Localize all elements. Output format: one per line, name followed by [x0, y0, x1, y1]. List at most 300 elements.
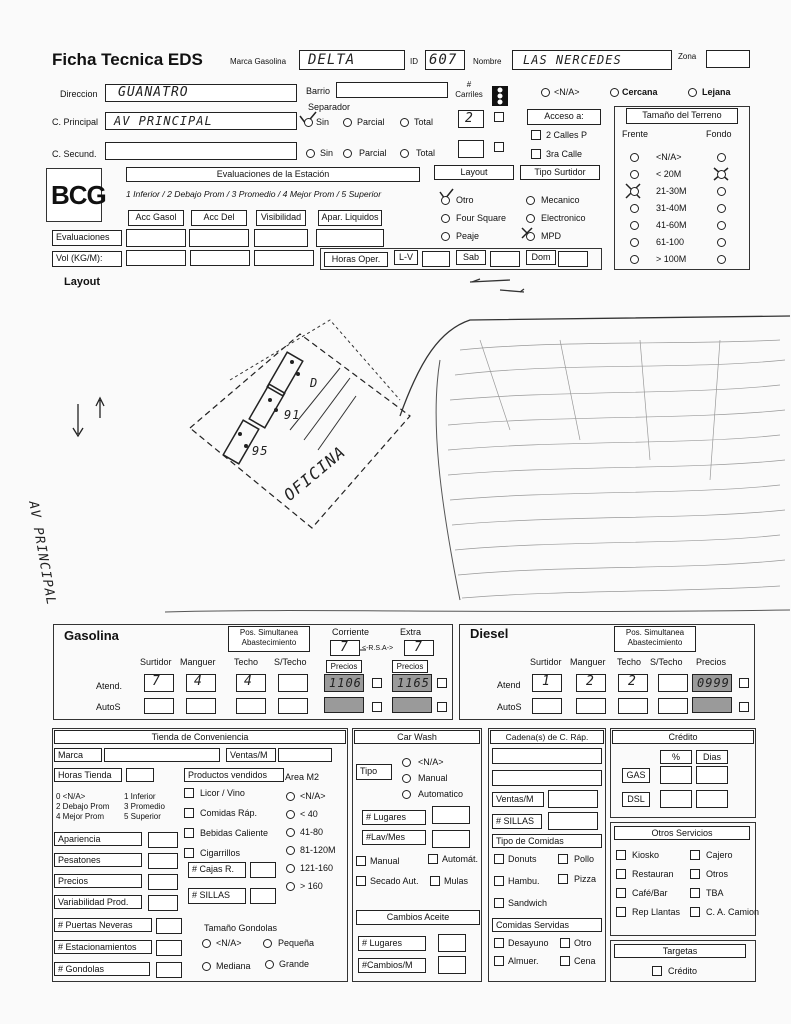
dsl-atend-label: Atend — [497, 680, 521, 690]
fondo-radio-5[interactable] — [717, 238, 726, 247]
conv-scale-5: 5 Superior — [124, 812, 161, 821]
carwash-manual-label: Manual — [418, 773, 448, 783]
conv-area-radio-0[interactable] — [286, 792, 295, 801]
dom-label: Dom — [526, 250, 556, 265]
cadena-sillas-label: # SILLAS — [492, 814, 542, 829]
cena-check[interactable] — [560, 956, 570, 966]
gas-atend-value-2: 4 — [244, 674, 253, 689]
dsl-label: DSL — [622, 792, 650, 807]
frente-radio-2[interactable] — [630, 187, 639, 196]
conv-prod-check-1[interactable] — [184, 808, 194, 818]
pct-label: % — [660, 750, 692, 764]
tamano-na-radio[interactable] — [202, 939, 211, 948]
carwash-lugares-field[interactable] — [432, 806, 470, 824]
otro-label: Otro — [456, 195, 474, 205]
fondo-radio-1[interactable] — [717, 170, 726, 179]
gasolina-title: Gasolina — [64, 628, 119, 643]
puertas-label: # Puertas Neveras — [54, 918, 152, 932]
conv-area-label-2: 41-80 — [300, 827, 324, 837]
cambios-header: Cambios Aceite — [356, 910, 480, 925]
servicio-label-4: Café/Bar — [632, 888, 668, 898]
otros-header: Otros Servicios — [614, 826, 750, 840]
conv-area-radio-5[interactable] — [286, 882, 295, 891]
direccion-value: GUANATRO — [118, 85, 189, 100]
servicio-check-7[interactable] — [690, 907, 700, 917]
secund-parcial-radio[interactable] — [343, 149, 352, 158]
carriles-check-2[interactable] — [494, 142, 504, 152]
carwash-automat-check-label: Automát. — [442, 854, 479, 864]
sab-field[interactable] — [490, 251, 520, 267]
cambios-lugares-field[interactable] — [438, 934, 466, 952]
marca-value: DELTA — [308, 52, 356, 68]
otro-comida-label: Otro — [574, 938, 592, 948]
sin-label: Sin — [316, 117, 330, 127]
na-label: <N/A> — [554, 87, 580, 97]
separador-parcial-radio[interactable] — [343, 118, 352, 127]
eval-field-1[interactable] — [189, 229, 249, 247]
conv-area-label-5: > 160 — [300, 881, 323, 891]
direction-arrows — [73, 398, 104, 436]
dsl-autos-label: AutoS — [497, 702, 522, 712]
conv-prod-check-2[interactable] — [184, 828, 194, 838]
lejana-radio[interactable] — [688, 88, 697, 97]
sab-label: Sab — [456, 250, 486, 265]
cercana-label: Cercana — [622, 87, 658, 97]
nombre-value: LAS NERCEDES — [523, 53, 622, 67]
desayuno-label: Desayuno — [508, 938, 549, 948]
conv-eval-field-2[interactable] — [148, 874, 178, 890]
autos-precio-1[interactable] — [324, 697, 364, 713]
carwash-auto-label: Automatico — [418, 789, 464, 799]
almuerzo-check[interactable] — [494, 956, 504, 966]
dsl-autos-field-0[interactable] — [532, 698, 562, 714]
id-field[interactable] — [425, 50, 465, 70]
eval-col-1: Acc Del — [191, 210, 247, 226]
precio-extra-field[interactable] — [392, 674, 432, 692]
conv-eval-field-0[interactable] — [148, 832, 178, 848]
corriente-value: 7 — [340, 640, 349, 655]
dsl-col-2: Techo — [617, 657, 642, 667]
gas-dias-field[interactable] — [696, 766, 728, 784]
electronico-radio[interactable] — [526, 214, 535, 223]
extra-label: Extra — [400, 627, 422, 637]
conv-area-radio-1[interactable] — [286, 810, 295, 819]
cadena-field-2[interactable] — [492, 770, 602, 786]
pequena-radio[interactable] — [263, 939, 272, 948]
carwash-lav-label: #Lav/Mes — [362, 830, 426, 845]
gas-autos-field-0[interactable] — [144, 698, 174, 714]
conv-area-label-1: < 40 — [300, 809, 318, 819]
frente-radio-5[interactable] — [630, 238, 639, 247]
grande-label: Grande — [279, 959, 310, 969]
dsl-autos-field-2[interactable] — [618, 698, 648, 714]
terreno-size-label-5: 61-100 — [656, 237, 685, 247]
mecanico-radio[interactable] — [526, 196, 535, 205]
cena-label: Cena — [574, 956, 596, 966]
cajas-field[interactable] — [250, 862, 276, 878]
gondolas-field[interactable] — [156, 962, 182, 978]
carriles-label: # Carriles — [455, 80, 483, 99]
gas-atend-field-2[interactable] — [236, 674, 266, 692]
dsl-dias-field[interactable] — [696, 790, 728, 808]
secund-label: C. Secund. — [52, 149, 97, 159]
conv-prod-label-3: Cigarrillos — [200, 848, 241, 858]
separador-sin-radio[interactable] — [304, 118, 313, 127]
conv-eval-label-1: Pesatones — [54, 853, 142, 867]
servicio-label-1: Cajero — [706, 850, 733, 860]
servicio-label-7: C. A. Camion — [706, 907, 760, 917]
dsl-autos-field-3[interactable] — [658, 698, 688, 714]
conv-scale-0: 0 <N/A> — [56, 792, 86, 801]
carwash-manual-radio[interactable] — [402, 774, 411, 783]
servicio-check-0[interactable] — [616, 850, 626, 860]
carriles-value: 2 — [465, 111, 474, 126]
conv-area-label-3: 81-120M — [300, 845, 336, 855]
gas-autos-field-2[interactable] — [236, 698, 266, 714]
tarjetas-header: Targetas — [614, 944, 746, 958]
pizza-label: Pizza — [574, 874, 597, 884]
na-radio[interactable] — [541, 88, 550, 97]
fondo-radio-3[interactable] — [717, 204, 726, 213]
conv-prod-label-2: Bebidas Caliente — [200, 828, 269, 838]
dsl-atend-value-0: 1 — [542, 674, 551, 689]
frente-label: Frente — [622, 129, 649, 139]
autos-check-1[interactable] — [372, 702, 382, 712]
corriente-field[interactable] — [330, 640, 360, 656]
eval-col-2: Visibilidad — [256, 210, 306, 226]
frente-radio-6[interactable] — [630, 255, 639, 264]
secund-field[interactable] — [105, 142, 297, 160]
fondo-label: Fondo — [706, 129, 732, 139]
surtidor-header: Tipo Surtidor — [520, 165, 600, 180]
gas-atend-field-3[interactable] — [278, 674, 308, 692]
otro-radio[interactable] — [441, 196, 450, 205]
nombre-label: Nombre — [473, 57, 502, 66]
terreno-size-label-1: < 20M — [656, 169, 682, 179]
dsl-atend-value-2: 2 — [628, 674, 637, 689]
servicio-label-0: Kiosko — [632, 850, 660, 860]
terreno-size-label-6: > 100M — [656, 254, 687, 264]
zona-field[interactable] — [706, 50, 750, 68]
conv-area-radio-2[interactable] — [286, 828, 295, 837]
eval-field-0[interactable] — [126, 229, 186, 247]
conv-area-radio-4[interactable] — [286, 864, 295, 873]
autos-precio-2[interactable] — [392, 697, 432, 713]
tamano-label: Tamaño Gondolas — [204, 923, 278, 933]
dsl-atend-field-2[interactable] — [618, 674, 648, 692]
servicio-check-1[interactable] — [690, 850, 700, 860]
grande-radio[interactable] — [265, 960, 274, 969]
dsl-atend-field-0[interactable] — [532, 674, 562, 692]
carwash-header: Car Wash — [354, 730, 480, 744]
sin-label-2: Sin — [320, 148, 334, 158]
conv-prod-check-3[interactable] — [184, 848, 194, 858]
gas-col-0: Surtidor — [140, 657, 172, 667]
conv-area-label-4: 121-160 — [300, 863, 334, 873]
fondo-radio-0[interactable] — [717, 153, 726, 162]
vol-field-2[interactable] — [190, 250, 250, 266]
gas-col-2: Techo — [234, 657, 259, 667]
conveniencia-header: Tienda de Conveniencia — [54, 730, 346, 744]
estac-field[interactable] — [156, 940, 182, 956]
fondo-radio-4[interactable] — [717, 221, 726, 230]
cadena-ventas-field[interactable] — [548, 790, 598, 808]
conv-prod-check-0[interactable] — [184, 788, 194, 798]
total-label-2: Total — [416, 148, 436, 158]
gas-atend-field-0[interactable] — [144, 674, 174, 692]
eval-field-3[interactable] — [316, 229, 384, 247]
station-outline — [190, 334, 410, 528]
id-label: ID — [410, 57, 418, 66]
dsl-autos-field-1[interactable] — [576, 698, 606, 714]
precio-diesel-field[interactable] — [692, 674, 732, 692]
sandwich-label: Sandwich — [508, 898, 548, 908]
servicio-check-2[interactable] — [616, 869, 626, 879]
precio-extra-check[interactable] — [437, 678, 447, 688]
pollo-check[interactable] — [558, 854, 568, 864]
desayuno-check[interactable] — [494, 938, 504, 948]
carwash-tipo-label: Tipo — [356, 764, 392, 780]
road-curve — [400, 316, 790, 416]
extra-value: 7 — [414, 640, 423, 655]
conv-scale-3: 3 Promedio — [124, 802, 165, 811]
cajas-label: # Cajas R. — [188, 862, 246, 878]
mpd-label: MPD — [541, 231, 561, 241]
mediana-radio[interactable] — [202, 962, 211, 971]
cambios-m-field[interactable] — [438, 956, 466, 974]
frente-radio-3[interactable] — [630, 204, 639, 213]
sketch-note-oficina: OFICINA — [280, 442, 350, 505]
carwash-na-radio[interactable] — [402, 758, 411, 767]
cadena-sillas-field[interactable] — [548, 812, 598, 830]
fondo-radio-2[interactable] — [717, 187, 726, 196]
eval-field-2[interactable] — [254, 229, 308, 247]
dom-field[interactable] — [558, 251, 588, 267]
dos-calles-label: 2 Calles P — [546, 130, 588, 140]
gas-atend-field-1[interactable] — [186, 674, 216, 692]
principal-label: C. Principal — [52, 117, 99, 127]
sketch-note-95: 95 — [252, 444, 269, 458]
carriles-field-2[interactable] — [458, 140, 484, 158]
donuts-label: Donuts — [508, 854, 537, 864]
form-title: Ficha Tecnica EDS — [52, 50, 203, 69]
conv-eval-field-3[interactable] — [148, 895, 178, 911]
separador-total-radio[interactable] — [400, 118, 409, 127]
pizza-check[interactable] — [558, 874, 568, 884]
gas-pct-field[interactable] — [660, 766, 692, 784]
cambios-lugares-label: # Lugares — [358, 936, 426, 951]
diesel-autos-check[interactable] — [739, 702, 749, 712]
carwash-manual-check[interactable] — [356, 856, 366, 866]
eval-col-3: Apar. Liquidos — [318, 210, 382, 226]
carriles-check-1[interactable] — [494, 112, 504, 122]
conv-horas-label: Horas Tienda — [54, 768, 122, 782]
cercana-radio[interactable] — [610, 88, 619, 97]
precio-corriente-field[interactable] — [324, 674, 364, 692]
rsa-label: <-R.S.A-> — [362, 645, 394, 652]
dsl-col-3: S/Techo — [650, 657, 683, 667]
terreno-size-label-3: 31-40M — [656, 203, 687, 213]
diesel-autos-precio[interactable] — [692, 697, 732, 713]
gas-autos-field-3[interactable] — [278, 698, 308, 714]
bcg-logo — [46, 168, 106, 222]
conv-eval-label-3: Variabilidad Prod. — [54, 895, 142, 909]
servicio-check-4[interactable] — [616, 888, 626, 898]
diesel-title: Diesel — [470, 626, 509, 641]
frente-radio-1[interactable] — [630, 170, 639, 179]
direccion-field[interactable] — [105, 84, 297, 102]
acceso-label: Acceso a: — [527, 109, 601, 125]
hatching — [448, 340, 785, 598]
autos-check-2[interactable] — [437, 702, 447, 712]
lv-field[interactable] — [422, 251, 450, 267]
zona-label: Zona — [678, 52, 697, 61]
principal-value: AV PRINCIPAL — [114, 114, 213, 128]
terreno-size-label-4: 41-60M — [656, 220, 687, 230]
servicio-check-6[interactable] — [616, 907, 626, 917]
cadena-field-1[interactable] — [492, 748, 602, 764]
dsl-atend-field-1[interactable] — [576, 674, 606, 692]
horas-label: Horas Oper. — [324, 252, 388, 267]
barrio-label: Barrio — [306, 86, 331, 96]
carwash-auto-radio[interactable] — [402, 790, 411, 799]
credito-header: Crédito — [612, 730, 754, 744]
corriente-label: Corriente — [332, 627, 370, 637]
conv-ventas-label: Ventas/M — [226, 748, 276, 762]
vol-field-1[interactable] — [126, 250, 186, 266]
credito-check-label: Crédito — [668, 966, 698, 976]
layout-header: Layout — [434, 165, 514, 180]
precio-diesel-value: 0999 — [697, 676, 730, 690]
dsl-col-0: Surtidor — [530, 657, 562, 667]
dos-calles-check[interactable] — [531, 130, 541, 140]
principal-field[interactable] — [105, 112, 297, 130]
otro-comida-check[interactable] — [560, 938, 570, 948]
sillas-label: # SILLAS — [188, 888, 246, 904]
conv-marca-field[interactable] — [104, 748, 220, 762]
carwash-mulas-label: Mulas — [444, 876, 469, 886]
layout-title: Layout — [64, 276, 101, 288]
conv-scale-4: 4 Mejor Prom — [56, 812, 105, 821]
puertas-field[interactable] — [156, 918, 182, 934]
carwash-mulas-check[interactable] — [430, 876, 440, 886]
conv-marca-label: Marca — [54, 748, 102, 762]
traffic-light-icon — [492, 86, 508, 106]
conv-prod-label-1: Comidas Ráp. — [200, 808, 258, 818]
credito-check[interactable] — [652, 966, 662, 976]
sketch-note-d: D — [310, 376, 319, 390]
gas-label: GAS — [622, 768, 650, 783]
four-square-radio[interactable] — [441, 214, 450, 223]
gas-atend-label: Atend. — [96, 681, 123, 691]
frente-radio-0[interactable] — [630, 153, 639, 162]
frente-radio-4[interactable] — [630, 221, 639, 230]
vol-label: Vol (KG/M): — [52, 251, 122, 267]
conv-scale-2: 2 Debajo Prom — [56, 802, 110, 811]
hambu-check[interactable] — [494, 876, 504, 886]
total-label: Total — [414, 117, 434, 127]
conv-horas-field[interactable] — [126, 768, 154, 782]
fondo-radio-6[interactable] — [717, 255, 726, 264]
dsl-col-4: Precios — [696, 657, 727, 667]
donuts-check[interactable] — [494, 854, 504, 864]
extra-field[interactable] — [404, 640, 434, 656]
eval-header: Evaluaciones de la Estación — [126, 167, 420, 182]
parcial-label: Parcial — [357, 117, 385, 127]
conv-productos-label: Productos vendidos — [184, 768, 284, 782]
gas-atend-value-0: 7 — [152, 674, 161, 689]
peaje-radio[interactable] — [441, 232, 450, 241]
separador-label: Separador — [308, 102, 351, 112]
dsl-col-1: Manguer — [570, 657, 606, 667]
servicio-check-5[interactable] — [690, 888, 700, 898]
evaluaciones-label: Evaluaciones — [52, 230, 122, 246]
vol-field-3[interactable] — [254, 250, 314, 266]
conv-scale-1: 1 Inferior — [124, 792, 156, 801]
dsl-atend-field-3[interactable] — [658, 674, 688, 692]
carwash-secado-check[interactable] — [356, 876, 366, 886]
carwash-na-label: <N/A> — [418, 757, 444, 767]
almuerzo-label: Almuer. — [508, 956, 539, 966]
conv-eval-field-1[interactable] — [148, 853, 178, 869]
gas-col-3: S/Techo — [274, 657, 307, 667]
conv-area-label-0: <N/A> — [300, 791, 326, 801]
hambu-label: Hambu. — [508, 876, 540, 886]
tercera-calle-label: 3ra Calle — [546, 149, 583, 159]
secund-total-radio[interactable] — [400, 149, 409, 158]
sketch-note-av-principal: AV PRINCIPAL — [25, 500, 59, 607]
precio-diesel-check[interactable] — [739, 678, 749, 688]
precio-extra-value: 1165 — [397, 676, 430, 690]
four-square-label: Four Square — [456, 213, 507, 223]
servicio-check-3[interactable] — [690, 869, 700, 879]
gas-col-1: Manguer — [180, 657, 216, 667]
pollo-label: Pollo — [574, 854, 595, 864]
cadena-tipo-header: Tipo de Comidas — [492, 834, 602, 848]
direccion-label: Direccion — [60, 89, 98, 99]
nombre-field[interactable] — [512, 50, 672, 70]
conv-eval-label-2: Precios — [54, 874, 142, 888]
cadena-ventas-label: Ventas/M — [492, 792, 544, 807]
mpd-radio[interactable] — [526, 232, 535, 241]
terreno-size-label-0: <N/A> — [656, 152, 682, 162]
dsl-atend-value-1: 2 — [586, 674, 595, 689]
conv-area-radio-3[interactable] — [286, 846, 295, 855]
barrio-field[interactable] — [336, 82, 448, 98]
sandwich-check[interactable] — [494, 898, 504, 908]
electronico-label: Electronico — [541, 213, 586, 223]
gasolina-pos-label: Pos. Simultanea Abastecimiento — [228, 626, 310, 652]
comidas-servidas-header: Comidas Servidas — [492, 918, 602, 932]
dsl-pct-field[interactable] — [660, 790, 692, 808]
sillas-field[interactable] — [250, 888, 276, 904]
carwash-lav-field[interactable] — [432, 830, 470, 848]
precio-corriente-check[interactable] — [372, 678, 382, 688]
conv-ventas-field[interactable] — [278, 748, 332, 762]
marca-field[interactable] — [299, 50, 405, 70]
gas-autos-field-1[interactable] — [186, 698, 216, 714]
mecanico-label: Mecanico — [541, 195, 580, 205]
gondolas-label: # Gondolas — [54, 962, 150, 976]
secund-sin-radio[interactable] — [306, 149, 315, 158]
eval-col-0: Acc Gasol — [128, 210, 184, 226]
carwash-secado-label: Secado Aut. — [370, 876, 419, 886]
carwash-automat-check[interactable] — [428, 854, 438, 864]
carriles-field-1[interactable] — [458, 110, 484, 128]
pequena-label: Pequeña — [278, 938, 315, 948]
tercera-calle-check[interactable] — [531, 149, 541, 159]
precio-corriente-value: 1106 — [329, 676, 362, 690]
